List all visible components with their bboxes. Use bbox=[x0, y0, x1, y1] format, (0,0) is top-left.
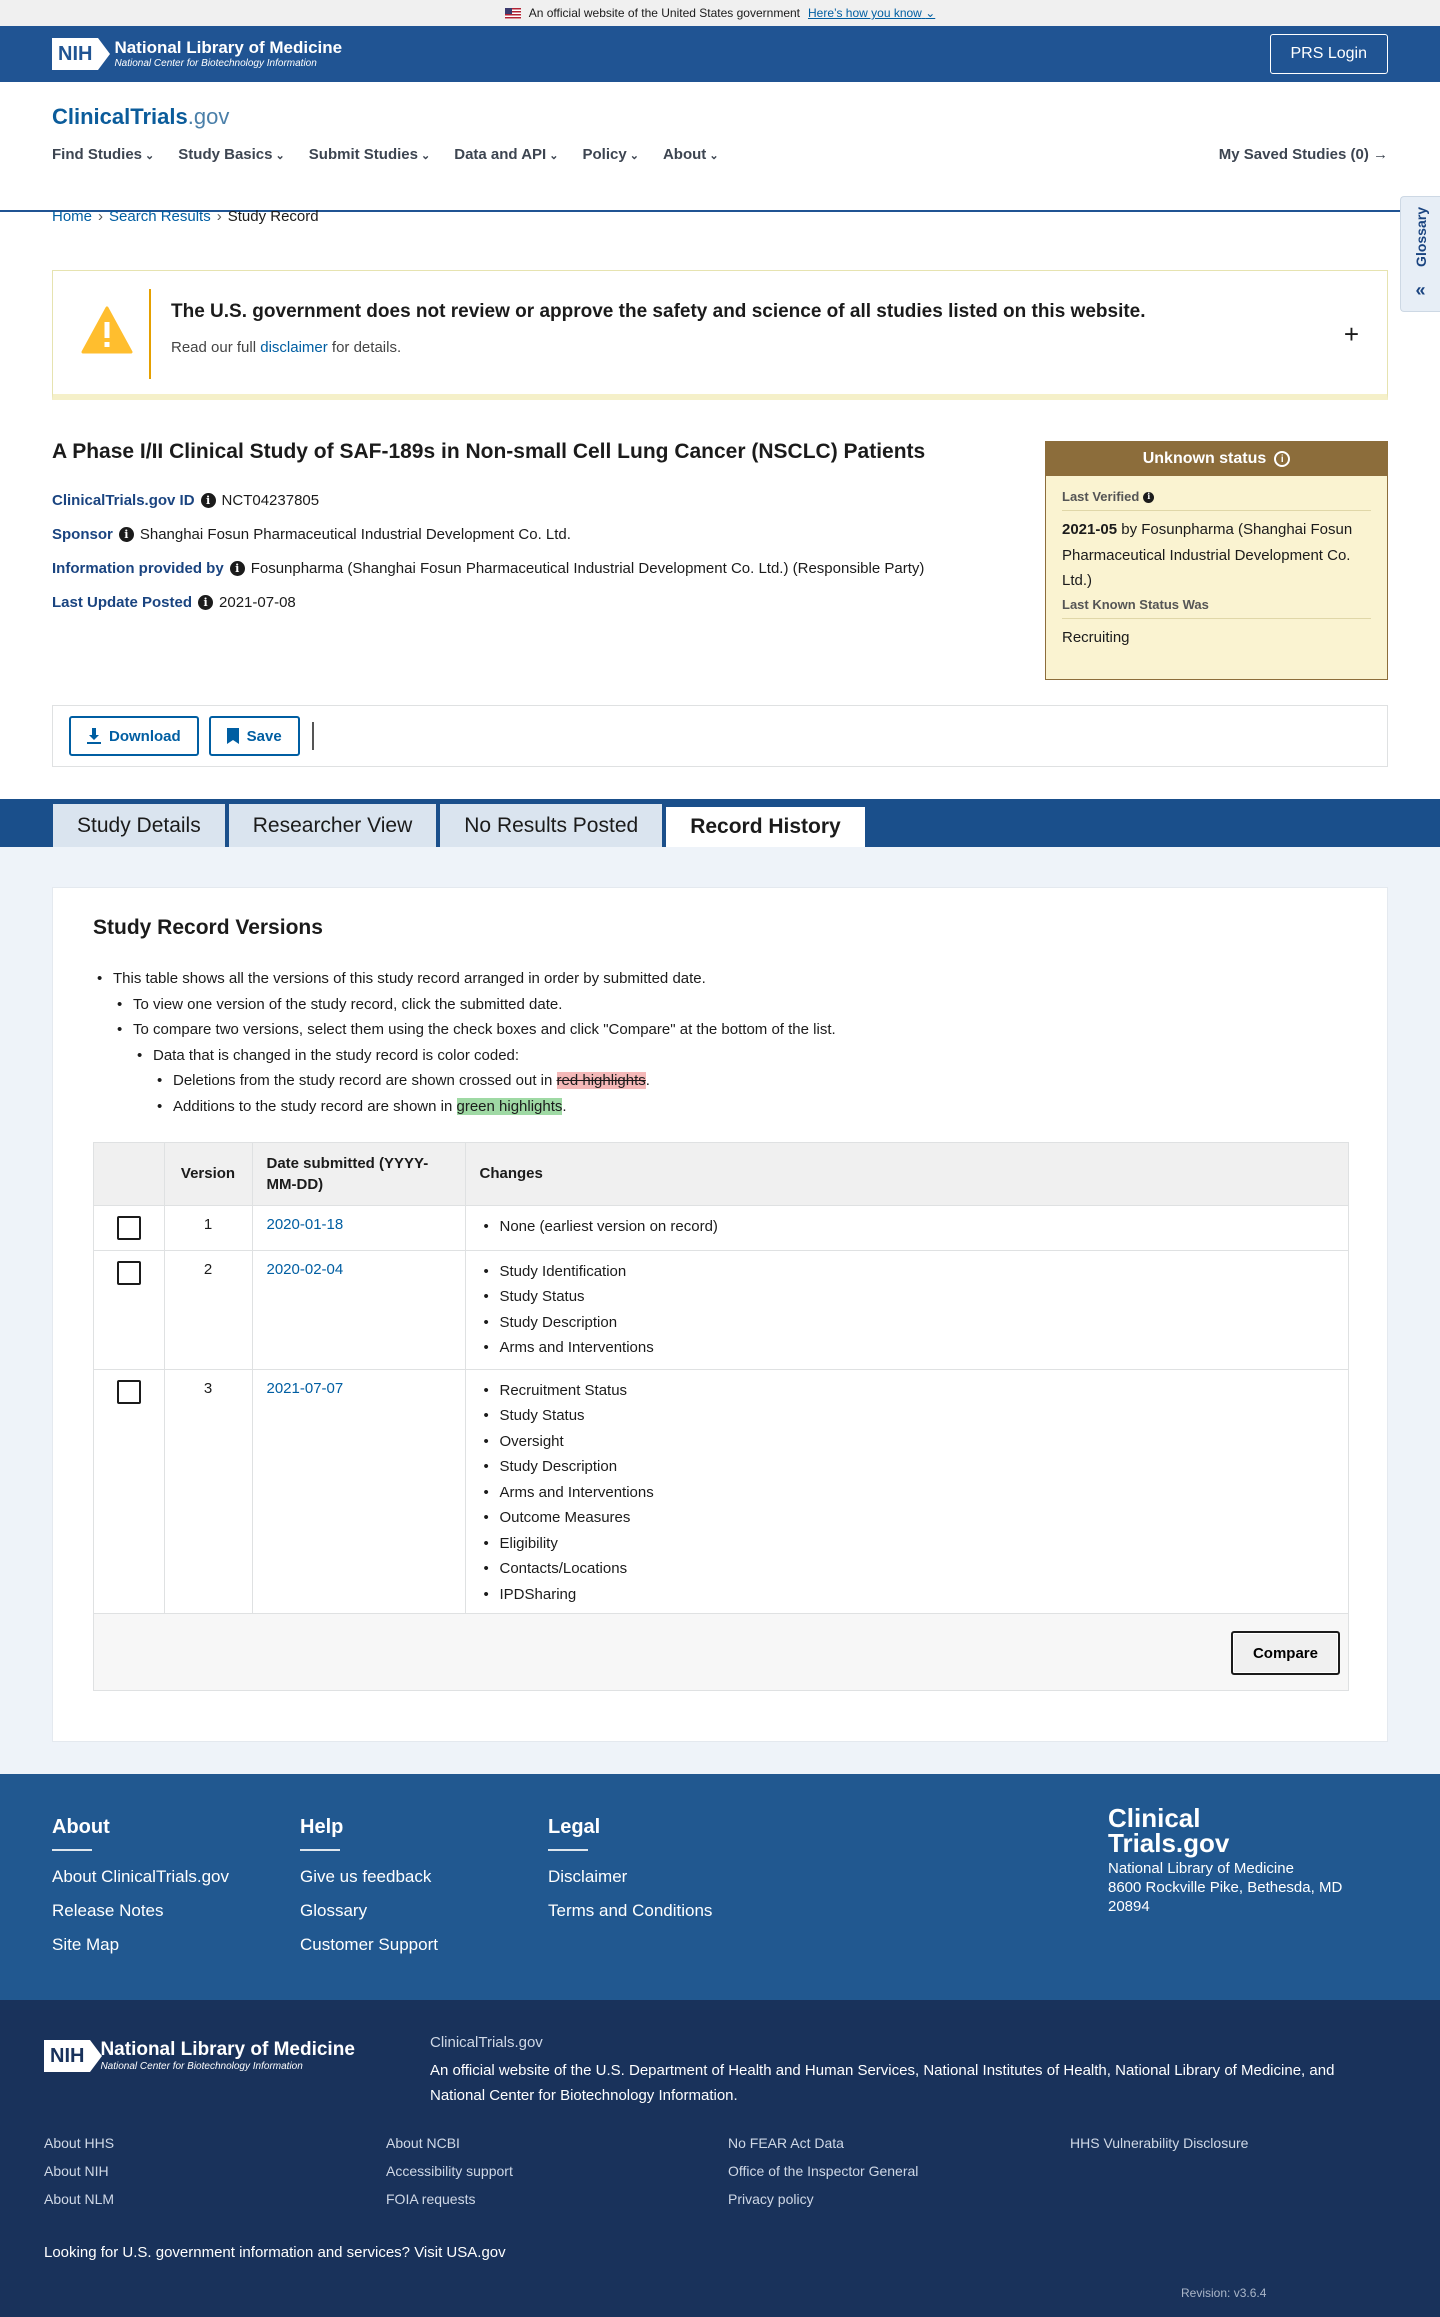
status-header: Unknown status i bbox=[1046, 442, 1387, 476]
disclaimer-link[interactable]: disclaimer bbox=[260, 339, 328, 356]
last-known-status-label: Last Known Status Was bbox=[1062, 596, 1209, 612]
table-header-row bbox=[94, 1143, 1348, 1205]
footer-link[interactable]: About NLM bbox=[44, 2191, 115, 2207]
changes-column-header: Changes bbox=[465, 1143, 1348, 1205]
footer-address: National Library of Medicine 8600 Rockville Pike, Bethesda, MD 20894 bbox=[1108, 1860, 1343, 1915]
hhs-link[interactable]: U.S. Department of Health and Human Services bbox=[595, 2062, 915, 2079]
footer-link[interactable]: Give us feedback bbox=[300, 1867, 432, 1886]
nav-study-basics[interactable]: Study Basics ⌄ bbox=[178, 146, 285, 163]
usagov-link[interactable]: Visit USA.gov bbox=[414, 2244, 506, 2261]
breadcrumb-home[interactable]: Home bbox=[52, 208, 93, 225]
status-box bbox=[1045, 441, 1388, 680]
footer-link[interactable]: Office of the Inspector General bbox=[728, 2163, 919, 2179]
footer-link[interactable]: About ClinicalTrials.gov bbox=[52, 1867, 229, 1886]
ncbi-link[interactable]: National Center for Biotechnology Information bbox=[430, 2087, 734, 2104]
disclaimer-divider bbox=[149, 289, 151, 379]
how-you-know-link[interactable]: Here’s how you know ⌄ bbox=[808, 6, 936, 20]
versions-instructions bbox=[93, 966, 836, 1119]
change-item: • Study Status bbox=[480, 1284, 1335, 1310]
glossary-label: Glossary bbox=[1412, 207, 1429, 267]
version-date-link[interactable]: 2020-02-04 bbox=[266, 1260, 344, 1278]
disclaimer-alert bbox=[52, 270, 1388, 400]
table-row bbox=[94, 1369, 1348, 1614]
last-verified-label: Last Verified i bbox=[1062, 486, 1371, 508]
green-highlight-sample: green highlights bbox=[456, 1097, 563, 1115]
glossary-tab[interactable] bbox=[1400, 196, 1440, 312]
footer-links-col4 bbox=[1070, 2135, 1248, 2163]
change-item: • Study Description bbox=[480, 1454, 1335, 1480]
nav-policy[interactable]: Policy ⌄ bbox=[583, 146, 639, 163]
footer-links-col1 bbox=[44, 2135, 114, 2219]
change-item: • Outcome Measures bbox=[480, 1505, 1335, 1531]
last-update-value: 2021-07-08 bbox=[219, 594, 296, 611]
footer-link[interactable]: HHS Vulnerability Disclosure bbox=[1070, 2135, 1249, 2151]
version-checkbox[interactable] bbox=[117, 1216, 141, 1240]
footer-clinicaltrials-logo[interactable]: Clinical Trials.gov bbox=[1108, 1803, 1230, 1858]
download-button[interactable]: Download bbox=[69, 716, 199, 756]
chevron-right-icon: › bbox=[216, 208, 222, 225]
nih-badge: NIH bbox=[44, 2040, 90, 2072]
footer-link[interactable]: Privacy policy bbox=[728, 2191, 814, 2207]
arrow-right-icon: → bbox=[1373, 146, 1388, 163]
revision-label: Revision: v3.6.4 bbox=[1181, 2286, 1267, 2300]
sponsor-value: Shanghai Fosun Pharmaceutical Industrial Development Co. Ltd. bbox=[139, 526, 571, 543]
version-checkbox[interactable] bbox=[117, 1380, 141, 1404]
change-item: • Study Description bbox=[480, 1310, 1335, 1336]
footer-top bbox=[0, 1774, 1440, 2000]
expand-plus-icon[interactable]: + bbox=[1343, 319, 1359, 349]
red-highlight-sample: red highlights bbox=[556, 1072, 646, 1089]
change-item: • Study Identification bbox=[480, 1259, 1335, 1285]
prs-login-button[interactable]: PRS Login bbox=[1270, 34, 1389, 74]
change-item: • None (earliest version on record) bbox=[480, 1214, 1335, 1240]
nlm-title: National Library of Medicine bbox=[114, 38, 343, 58]
nav-about[interactable]: About ⌄ bbox=[663, 146, 719, 163]
change-item: • Contacts/Locations bbox=[480, 1556, 1335, 1582]
footer-links-col3 bbox=[728, 2135, 918, 2219]
footer-link[interactable]: Customer Support bbox=[300, 1935, 438, 1954]
change-item: • Eligibility bbox=[480, 1531, 1335, 1557]
bookmark-icon bbox=[227, 728, 239, 744]
version-number: 1 bbox=[164, 1205, 252, 1250]
version-date-link[interactable]: 2021-07-07 bbox=[266, 1379, 344, 1397]
last-verified-value: 2021-05 by Fosunpharma (Shanghai Fosun Pharmaceutical Industrial Development Co. Ltd.) bbox=[1062, 521, 1353, 590]
change-item: • Recruitment Status bbox=[480, 1378, 1335, 1404]
breadcrumb bbox=[52, 208, 319, 225]
gov-banner bbox=[0, 0, 1440, 26]
version-column-header: Version bbox=[164, 1143, 252, 1205]
study-tabs bbox=[52, 803, 866, 847]
disclaimer-text: Read our full disclaimer for details. bbox=[171, 339, 402, 356]
chevron-right-icon: › bbox=[98, 208, 104, 225]
footer-link[interactable]: Glossary bbox=[300, 1901, 368, 1920]
text-cursor bbox=[312, 722, 314, 750]
footer-about-heading: About bbox=[52, 1816, 110, 1838]
warning-icon bbox=[81, 305, 133, 357]
table-row bbox=[94, 1250, 1348, 1369]
change-item: • Oversight bbox=[480, 1429, 1335, 1455]
tab-record-history[interactable]: Record History bbox=[665, 803, 866, 847]
footer-link[interactable]: Disclaimer bbox=[548, 1867, 628, 1886]
footer-link[interactable]: About HHS bbox=[44, 2135, 115, 2151]
footer-links-col2 bbox=[386, 2135, 513, 2219]
nav-submit-studies[interactable]: Submit Studies ⌄ bbox=[309, 146, 430, 163]
info-icon[interactable]: i bbox=[119, 527, 134, 542]
breadcrumb-current: Study Record bbox=[227, 208, 319, 225]
disclaimer-title: The U.S. government does not review or approve the safety and science of all studies listed on this website. bbox=[171, 301, 1146, 322]
footer-link[interactable]: Terms and Conditions bbox=[548, 1901, 713, 1920]
change-item: • Study Status bbox=[480, 1403, 1335, 1429]
ncbi-subtitle: National Center for Biotechnology Information bbox=[114, 57, 317, 69]
nih-link[interactable]: National Institutes of Health bbox=[923, 2062, 1107, 2079]
footer-legal-column bbox=[548, 1816, 712, 1935]
study-id: NCT04237805 bbox=[221, 492, 320, 509]
table-footer bbox=[94, 1614, 1348, 1690]
gov-banner-text: An official website of the United States government bbox=[528, 6, 800, 20]
action-bar bbox=[52, 705, 1388, 767]
footer-link[interactable]: No FEAR Act Data bbox=[728, 2135, 844, 2151]
saved-studies-link[interactable]: My Saved Studies (0) → bbox=[1218, 146, 1388, 163]
last-known-status-value: Recruiting bbox=[1062, 628, 1130, 646]
date-column-header: Date submitted (YYYY-MM-DD) bbox=[252, 1143, 465, 1205]
version-number: 3 bbox=[164, 1369, 252, 1614]
footer-nlm-logo[interactable]: NIH National Library of Medicine National Center for Biotechnology Information bbox=[44, 2040, 355, 2072]
save-button[interactable]: Save bbox=[209, 716, 300, 756]
footer-official-text: An official website of the U.S. Department of Health and Human Services, National Institutes of Health, National Library of Medicine, and National Center for Biotechnology Information. bbox=[430, 2062, 1335, 2104]
double-chevron-left-icon: « bbox=[1415, 280, 1426, 300]
nav-find-studies[interactable]: Find Studies ⌄ bbox=[52, 146, 154, 163]
version-number: 2 bbox=[164, 1250, 252, 1369]
footer-link[interactable]: FOIA requests bbox=[386, 2191, 476, 2207]
study-id-row: ClinicalTrials.gov ID i NCT04237805 bbox=[52, 492, 320, 509]
change-item: • Arms and Interventions bbox=[480, 1480, 1335, 1506]
footer-ct-label: ClinicalTrials.gov bbox=[430, 2034, 543, 2051]
sponsor-row: Sponsor i Shanghai Fosun Pharmaceutical Industrial Development Co. Ltd. bbox=[52, 526, 571, 543]
clinicaltrials-logo[interactable]: ClinicalTrials.gov bbox=[52, 104, 230, 129]
info-icon[interactable]: i bbox=[1143, 492, 1154, 503]
footer-link[interactable]: Site Map bbox=[52, 1935, 120, 1954]
footer-link[interactable]: About NIH bbox=[44, 2163, 109, 2179]
footer-about-column bbox=[52, 1816, 229, 1969]
footer-link[interactable]: About NCBI bbox=[386, 2135, 460, 2151]
provided-by-row: Information provided by i Fosunpharma (Shanghai Fosun Pharmaceutical Industrial Development Co. Ltd.) (Responsible Party) bbox=[52, 560, 925, 577]
record-versions-panel bbox=[52, 887, 1388, 1742]
select-column-header bbox=[94, 1143, 164, 1205]
table-row bbox=[94, 1205, 1348, 1250]
info-icon[interactable]: i bbox=[1274, 451, 1290, 467]
info-icon[interactable]: i bbox=[198, 595, 213, 610]
instruction-item: • Data that is changed in the study record is color coded: bbox=[93, 1043, 836, 1069]
instruction-item: • To compare two versions, select them using the check boxes and click "Compare" at the bottom of the list. bbox=[93, 1017, 836, 1043]
versions-table bbox=[93, 1142, 1349, 1691]
nlm-logo[interactable] bbox=[52, 38, 342, 70]
instruction-item: • This table shows all the versions of this study record arranged in order by submitted date. bbox=[93, 966, 836, 992]
versions-title: Study Record Versions bbox=[93, 916, 323, 939]
main-nav bbox=[52, 146, 719, 163]
us-flag-icon bbox=[505, 8, 521, 19]
nih-header bbox=[0, 26, 1440, 82]
info-icon[interactable]: i bbox=[201, 493, 216, 508]
footer-legal-heading: Legal bbox=[548, 1816, 601, 1838]
study-title: A Phase I/II Clinical Study of SAF-189s in Non-small Cell Lung Cancer (NSCLC) Patients bbox=[52, 440, 926, 463]
nav-data-and-api[interactable]: Data and API ⌄ bbox=[454, 146, 558, 163]
instruction-item: • Deletions from the study record are shown crossed out in red highlights. bbox=[93, 1068, 836, 1094]
footer-help-heading: Help bbox=[300, 1816, 344, 1838]
instruction-item: • Additions to the study record are shown in green highlights. bbox=[93, 1094, 836, 1120]
nih-badge: NIH bbox=[52, 38, 98, 70]
footer-link[interactable]: Accessibility support bbox=[386, 2163, 513, 2179]
compare-button[interactable]: Compare bbox=[1231, 1631, 1340, 1675]
footer-bottom bbox=[0, 2000, 1440, 2317]
version-checkbox[interactable] bbox=[117, 1261, 141, 1285]
site-header bbox=[0, 82, 1440, 212]
change-item: • Arms and Interventions bbox=[480, 1335, 1335, 1361]
tab-study-details[interactable]: Study Details bbox=[52, 803, 226, 847]
footer-usagov-row: Looking for U.S. government information and services? Visit USA.gov bbox=[44, 2244, 506, 2261]
tab-no-results-posted[interactable]: No Results Posted bbox=[439, 803, 663, 847]
instruction-item: • To view one version of the study record, click the submitted date. bbox=[93, 992, 836, 1018]
provided-by-value: Fosunpharma (Shanghai Fosun Pharmaceutical Industrial Development Co. Ltd.) (Responsible Party) bbox=[250, 560, 925, 577]
chevron-down-icon: ⌄ bbox=[925, 6, 936, 20]
version-date-link[interactable]: 2020-01-18 bbox=[266, 1215, 344, 1233]
tab-researcher-view[interactable]: Researcher View bbox=[228, 803, 438, 847]
info-icon[interactable]: i bbox=[230, 561, 245, 576]
change-item: • IPDSharing bbox=[480, 1582, 1335, 1608]
footer-link[interactable]: Release Notes bbox=[52, 1901, 164, 1920]
nlm-link[interactable]: National Library of Medicine bbox=[1115, 2062, 1302, 2079]
download-icon bbox=[87, 728, 101, 744]
footer-help-column bbox=[300, 1816, 438, 1969]
breadcrumb-search-results[interactable]: Search Results bbox=[109, 208, 211, 225]
last-update-row: Last Update Posted i 2021-07-08 bbox=[52, 594, 296, 611]
